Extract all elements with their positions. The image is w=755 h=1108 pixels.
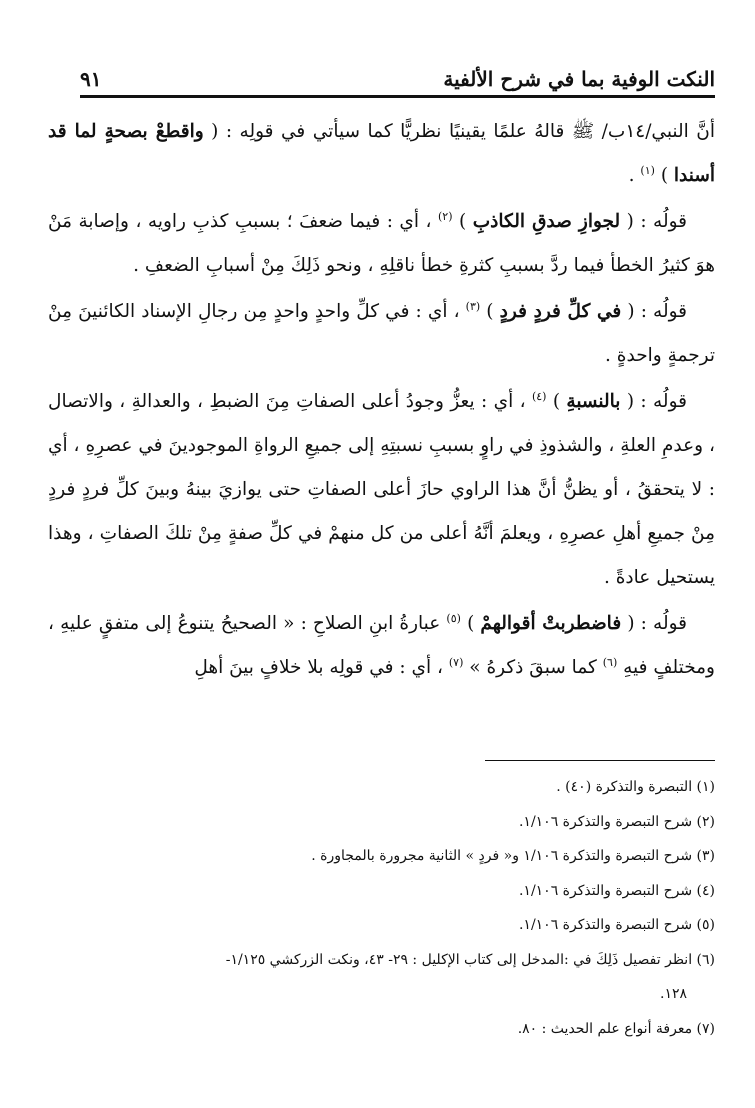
paragraph-4 [48,380,715,600]
footnote-5: (٥) شرح التبصرة والتذكرة ١/١٠٦. [518,917,715,933]
quoted-lemma: في كلِّ فردٍ فردٍ [499,301,622,322]
paragraph-text: ، أي : في كلِّ واحدٍ واحدٍ مِن رجالِ الإسناد الكائنينَ مِنْ ترجمةٍ واحدةٍ . [48,301,715,366]
footnote-7: (٧) معرفة أنواع علم الحديث : ٨٠. [517,1020,715,1037]
footnote-ref: (٣) [465,299,481,313]
paragraph-text: ) [552,391,561,412]
paragraph-text: ) [459,211,467,232]
quoted-lemma: لجوازِ صدقِ الكاذبِ [472,211,621,232]
paragraph-text: قولُه : ( [626,391,687,412]
footnote-ref: (٥) [446,611,461,625]
paragraph-3 [48,290,715,378]
quoted-lemma: بالنسبةِ [566,391,621,412]
paragraph-text: قولُه : ( [627,301,687,322]
footnote-4: (٤) شرح التبصرة والتذكرة ١/١٠٦. [518,882,715,899]
paragraph-2 [48,200,715,288]
paragraph-text: ، أي : في قولِه بلا خلافٍ بينَ أهلِ [194,657,443,678]
paragraph-text: عبارةُ ابنِ الصلاحِ : « الصحيحُ يتنوعُ إلى متفقٍ عليهِ ، ومختلفٍ فيهِ [48,613,715,678]
paragraph-text: ) [660,165,669,186]
paragraph-text: كما سبقَ ذكرهُ » [469,657,597,678]
footnote-ref: (٦) [602,655,618,669]
paragraph-text: ) [467,613,475,634]
footnote-2: (٢) شرح التبصرة والتذكرة ١/١٠٦. [518,813,715,830]
paragraph-text: ) [486,301,494,322]
running-title: النكت الوفية بما في شرح الألفية [443,67,715,91]
footnotes [48,770,715,1046]
running-header [80,55,715,98]
footnote-ref: (١) [640,163,655,177]
quoted-verse: واقطعْ بصحةٍ لما قد أسندا [48,121,715,186]
footnote-ref: (٢) [438,209,453,223]
paragraph-text: أنَّ النبي/١٤ب/ ﷺ قالهُ علمًا يقينيًا نظريًّا كما سيأتي في قولِه : ( [211,121,715,142]
paragraph-text: ، أي : فيما ضعفَ ؛ بسببِ كذبِ راويه ، وإصابة مَنْ هوَ كثيرُ الخطأ فيما ردَّ بسببِ كثرةِ خطأ ناقلِهِ ، ونحو ذَلِكَ مِنْ أسبابِ الضعفِ . [48,211,715,276]
paragraph-text: ، أي : يعزُّ وجودُ أعلى الصفاتِ مِنَ الضبطِ ، والعدالةِ ، والاتصال ، وعدمِ العلةِ ، والشذوذِ في راوٍ بسببِ نسبتِهِ إلى جميعِ الرواةِ الموجودينَ في عصرِهِ ، أي : لا يتحققُ ، أو يظنُّ أنَّ هذا الراوي حازَ أعلى الصفاتِ حتى يوازيَ بينهُ وبينَ كلِّ فردٍ فردٍ مِنْ جميعِ أهلِ عصرِهِ ، ويعلمَ أنَّهُ أعلى من كل منهمْ في كلِّ صفةٍ مِنْ تلكَ الصفاتِ ، وهذا يستحيل عادةً . [48,391,715,588]
footnote-ref: (٧) [448,655,464,669]
paragraph-1 [48,110,715,198]
paragraph-text: قولُه : ( [626,211,687,232]
paragraph-text: قولُه : ( [627,613,687,634]
page-number: ٩١ [80,67,102,91]
footnote-separator [485,760,715,761]
quoted-lemma: فاضطربتْ أقوالهمْ [480,613,622,634]
footnote-3: (٣) شرح التبصرة والتذكرة ١/١٠٦ و« فردٍ » الثانية مجرورة بالمجاورة . [311,848,715,864]
paragraph-text: . [628,165,635,186]
footnote-6: (٦) انظر تفصيل ذَلِكَ في :المدخل إلى كتاب الإكليل : ٢٩- ٤٣، ونكت الزركشي ١/١٢٥- [225,951,715,968]
footnote-1: (١) التبصرة والتذكرة (٤٠) . [556,779,715,795]
main-text [48,110,715,692]
paragraph-5 [48,602,715,690]
footnote-6-continuation: ١٢٨. [659,986,687,1002]
footnote-ref: (٤) [531,389,547,403]
